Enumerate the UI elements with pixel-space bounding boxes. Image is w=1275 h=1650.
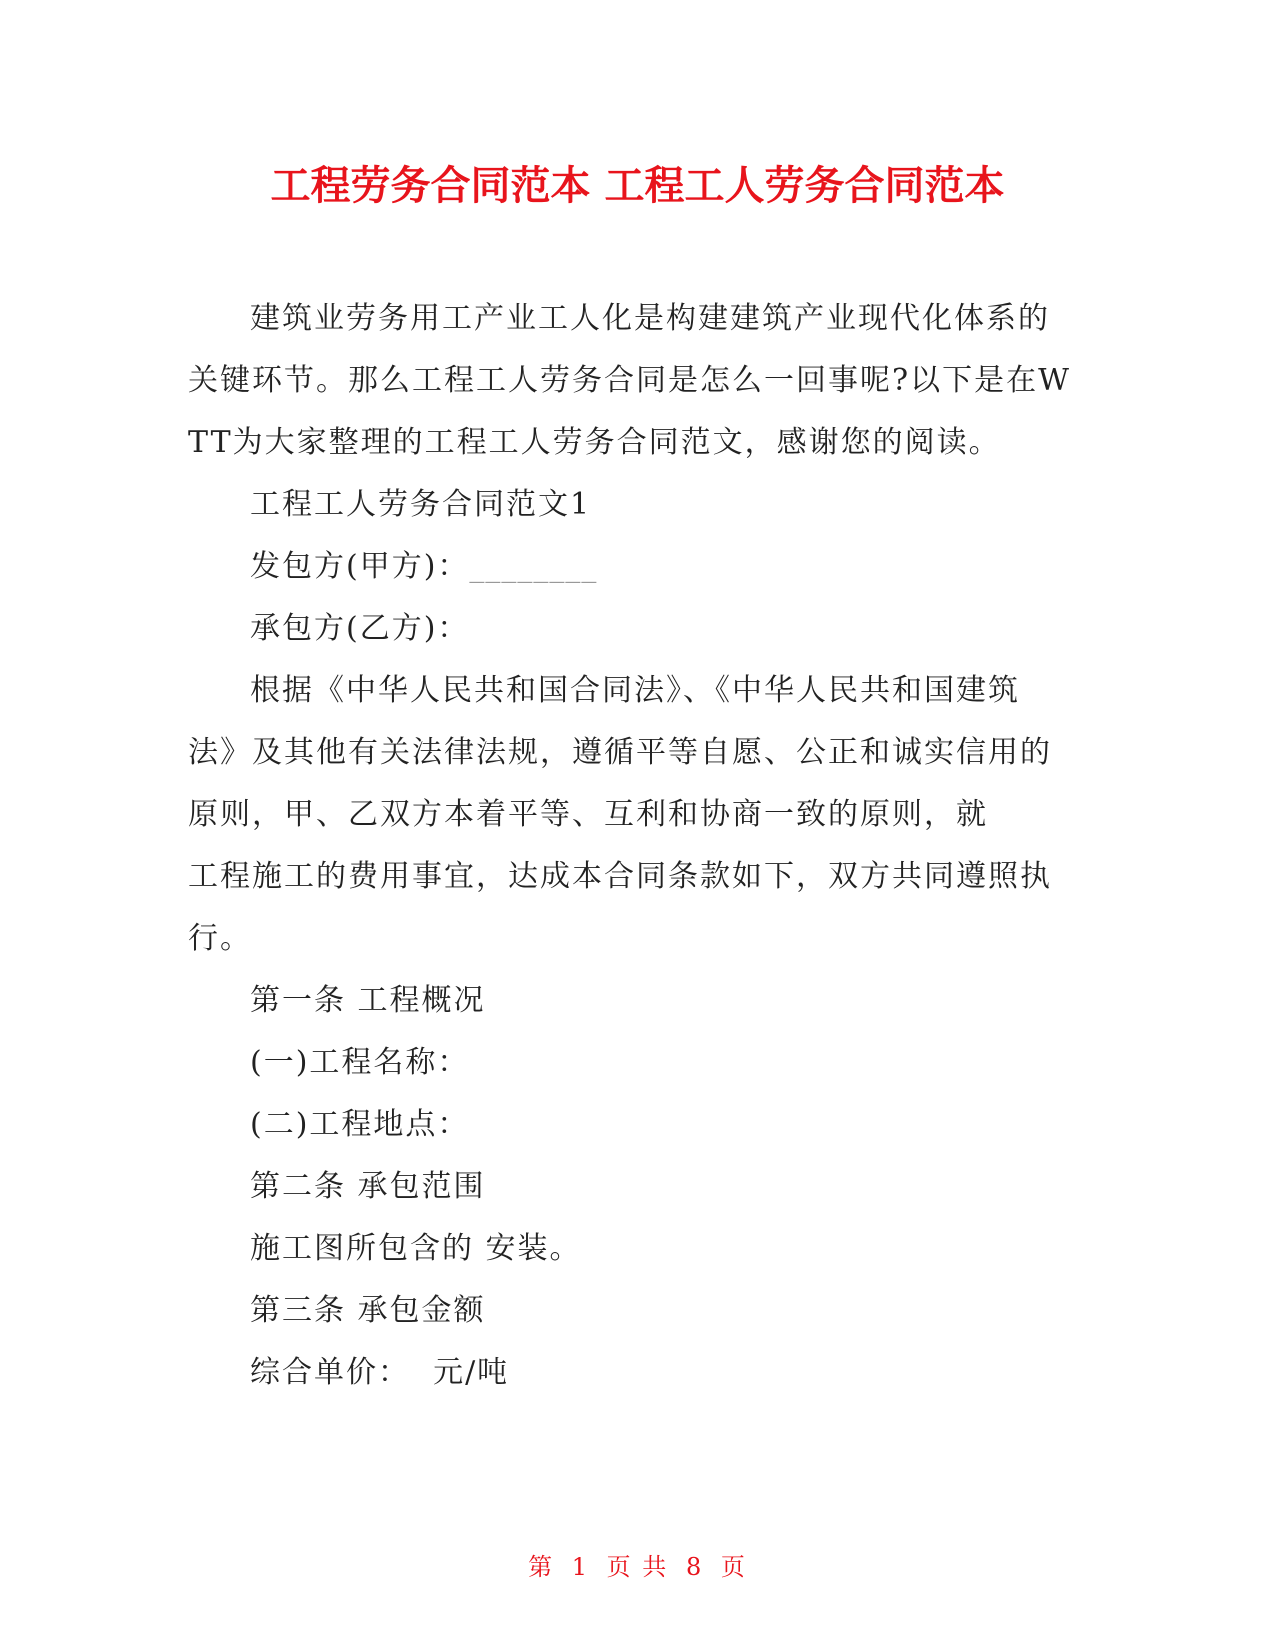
- project-name: (一)工程名称：: [250, 1045, 470, 1080]
- basis-line-2: 法》及其他有关法律法规，遵循平等自愿、公正和诚实信用的: [188, 735, 1052, 770]
- page-total-number: 8: [685, 1553, 704, 1581]
- document-body: [188, 288, 1088, 1404]
- basis-line-1: 根据《中华人民共和国合同法》、《中华人民共和国建筑: [250, 673, 1020, 708]
- basis-line-5: 行。: [188, 921, 252, 956]
- page-footer: [0, 1550, 1275, 1584]
- article-3-title: 第三条 承包金额: [250, 1293, 486, 1328]
- page-prefix: 第: [528, 1553, 555, 1581]
- page-suffix: 页: [720, 1553, 747, 1581]
- sample-heading: 工程工人劳务合同范文1: [250, 487, 592, 522]
- page-mid: 页 共: [606, 1553, 669, 1581]
- page-current-number: 1: [571, 1553, 590, 1581]
- unit-price: 综合单价： 元/吨: [250, 1355, 510, 1390]
- basis-line-3: 原则，甲、乙双方本着平等、互利和协商一致的原则，就: [188, 797, 988, 832]
- intro-line-2: 关键环节。那么工程工人劳务合同是怎么一回事呢?以下是在W: [188, 363, 1071, 398]
- article-2-title: 第二条 承包范围: [250, 1169, 486, 1204]
- page-title: 工程劳务合同范本 工程工人劳务合同范本: [270, 163, 1005, 209]
- intro-line-1: 建筑业劳务用工产业工人化是构建建筑产业现代化体系的: [250, 301, 1050, 336]
- party-b-label: 承包方(乙方)：: [250, 611, 470, 646]
- party-a-line: [188, 536, 1088, 598]
- intro-line-3: TT为大家整理的工程工人劳务合同范文，感谢您的阅读。: [188, 425, 1001, 460]
- project-location: (二)工程地点：: [250, 1107, 470, 1142]
- party-a-label: 发包方(甲方)：: [250, 549, 470, 584]
- party-a-blank: ________: [469, 549, 598, 584]
- article-1-title: 第一条 工程概况: [250, 983, 486, 1018]
- basis-line-4: 工程施工的费用事宜，达成本合同条款如下，双方共同遵照执: [188, 859, 1052, 894]
- scope-text: 施工图所包含的 安装。: [250, 1231, 582, 1266]
